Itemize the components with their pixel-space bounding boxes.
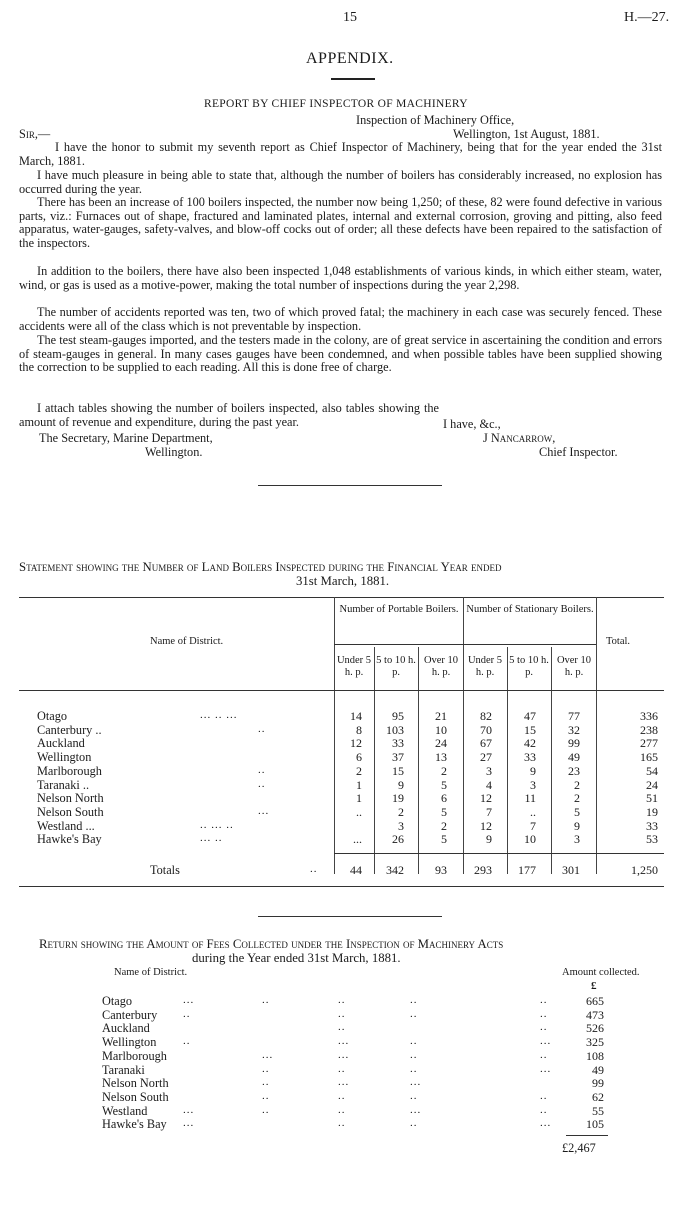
statement-cell: 1 [356, 791, 362, 806]
statement-total-cell: 93 [435, 863, 447, 877]
statement-cell: 12 [350, 736, 362, 751]
statement-district-name: Wellington [37, 750, 92, 765]
return-leader-dots: ... [183, 1103, 195, 1116]
return-district-name: Wellington [102, 1035, 157, 1050]
statement-cell: 2 [441, 818, 447, 833]
statement-cell: 1 [356, 777, 362, 792]
statement-cell: 12 [480, 818, 492, 833]
return-leader-dots: .. [540, 994, 548, 1006]
report-signature: J Nancarrow, [483, 431, 556, 445]
page-number: 15 [343, 10, 357, 25]
return-leader-dots: .. [540, 1089, 548, 1102]
return-leader-dots: .. [338, 1007, 346, 1020]
return-amount: 526 [586, 1021, 604, 1036]
statement-cell: 33 [392, 736, 404, 751]
return-leader-dots: .. [410, 1048, 418, 1061]
statement-total-cell: 44 [350, 863, 362, 877]
title-divider [331, 78, 375, 80]
statement-cell: 77 [568, 709, 580, 723]
statement-cell: 277 [640, 736, 658, 751]
return-leader-dots: ... [338, 1035, 350, 1048]
statement-cell: 33 [524, 750, 536, 765]
report-paragraph: I attach tables showing the number of boilers inspected, also tables showing the amount of revenue and expenditure, during the past year. [19, 401, 439, 429]
statement-total-cell: 342 [386, 863, 404, 877]
statement-cell: 10 [524, 832, 536, 847]
statement-cell: 165 [640, 750, 658, 765]
statement-cell: 6 [441, 791, 447, 806]
header-bottom-rule [19, 690, 664, 691]
statement-cell: 70 [480, 722, 492, 737]
statement-cell: 23 [568, 763, 580, 778]
totals-rule [334, 853, 664, 854]
statement-leader-dots: .. [258, 722, 266, 735]
col-header-district: Name of District. [150, 636, 224, 647]
return-amount: 105 [586, 1117, 604, 1132]
report-paragraph: I have the honor to submit my seventh report as Chief Inspector of Machinery, being that for the year ended the 31st March, 1881. [19, 140, 662, 168]
group-header-portable: Number of Portable Boilers. [339, 604, 459, 615]
report-salutation: Sir,— [19, 127, 51, 141]
return-leader-dots: .. [540, 1007, 548, 1020]
statement-cell: 2 [574, 791, 580, 806]
report-paragraph: In addition to the boilers, there have also been inspected 1,048 establishments of various kinds, in which either steam, water, wind, or gas is used as a motive-power, making the total number of inspections during the year 2,298. [19, 264, 662, 292]
document-code: H.—27. [624, 10, 670, 25]
return-leader-dots: .. [540, 1048, 548, 1061]
statement-cell: .. [530, 804, 536, 819]
sub-header: Under 5 h. p. [467, 655, 503, 678]
statement-cell: 2 [574, 777, 580, 792]
return-leader-dots: ... [338, 1048, 350, 1061]
statement-cell: ... [353, 832, 362, 847]
return-leader-dots: .. [262, 1089, 270, 1102]
statement-cell: 42 [524, 736, 536, 751]
statement-cell: 336 [640, 709, 658, 723]
report-paragraph: The test steam-gauges imported, and the testers made in the colony, are of great service in ascertaining the condition and errors of steam-gauges in general. In many cases gauges have been condemned, and when possible tables have been supplied showing the correction to be supplied to each reading. All this is done free of charge. [19, 333, 662, 375]
totals-label: Totals [150, 863, 180, 877]
statement-cell: 5 [441, 804, 447, 819]
statement-cell: 53 [646, 832, 658, 847]
table-bottom-rule [19, 886, 664, 887]
return-leader-dots: ... [338, 1076, 350, 1089]
statement-cell: 99 [568, 736, 580, 751]
section-divider [258, 485, 442, 486]
statement-cell: 10 [435, 722, 447, 737]
return-leader-dots: .. [338, 1103, 346, 1116]
statement-cell: 26 [392, 832, 404, 847]
statement-total-cell: 293 [474, 863, 492, 877]
return-district-name: Taranaki [102, 1062, 145, 1077]
statement-cell: 11 [524, 791, 536, 806]
statement-cell: 3 [486, 763, 492, 778]
return-district-name: Auckland [102, 1021, 150, 1036]
return-district-name: Hawke's Bay [102, 1117, 167, 1132]
return-col-district: Name of District. [114, 967, 188, 978]
return-col-amount: Amount collected. [562, 967, 640, 978]
statement-leader-dots: ... .. ... [200, 709, 238, 721]
statement-title-date: 31st March, 1881. [296, 574, 390, 588]
return-leader-dots: .. [262, 1062, 270, 1075]
sub-header: Over 10 h. p. [556, 655, 592, 678]
statement-cell: 2 [398, 804, 404, 819]
report-paragraph: There has been an increase of 100 boilers inspected, the number now being 1,250; of these, 82 were found defective in various parts, viz.: Furnaces out of shape, fractured and laminated plates, internal and external corrosion, groving and pitting, also feed apparatus, water-gauges, safety-valves, and blow-off cocks out of order; all these defects have been repaired to the satisfaction of the inspectors. [19, 195, 662, 251]
return-leader-dots: .. [540, 1021, 548, 1034]
statement-cell: 13 [435, 750, 447, 765]
return-leader-dots: ... [410, 1103, 422, 1116]
statement-cell: 95 [392, 709, 404, 723]
appendix-title: APPENDIX. [306, 50, 394, 67]
report-signature-title: Chief Inspector. [539, 445, 618, 459]
report-addressee-city: Wellington. [145, 445, 203, 459]
statement-cell: 9 [486, 832, 492, 847]
return-leader-dots: .. [540, 1103, 548, 1116]
return-leader-dots: .. [410, 1007, 418, 1020]
return-leader-dots: .. [262, 1103, 270, 1116]
return-total-rule [566, 1135, 608, 1136]
statement-district-name: Nelson South [37, 804, 104, 819]
return-leader-dots: .. [338, 1117, 346, 1130]
statement-cell: 238 [640, 722, 658, 737]
report-closing: I have, &c., [443, 417, 501, 431]
statement-cell: 19 [646, 804, 658, 819]
return-leader-dots: ... [410, 1076, 422, 1089]
statement-cell: 15 [524, 722, 536, 737]
return-district-name: Otago [102, 994, 133, 1008]
return-leader-dots: ... [183, 994, 195, 1006]
statement-cell: 3 [574, 832, 580, 847]
return-district-name: Nelson South [102, 1089, 169, 1104]
return-leader-dots: .. [410, 1117, 418, 1130]
report-office: Inspection of Machinery Office, [356, 113, 515, 127]
statement-cell: 54 [646, 763, 658, 778]
statement-title: Statement showing the Number of Land Boilers Inspected during the Financial Year ended [19, 560, 502, 574]
statement-district-name: Taranaki .. [37, 777, 90, 792]
report-paragraph: The number of accidents reported was ten, two of which proved fatal; the machinery in each case was securely fenced. These accidents were all of the class which is not preventable by inspection. [19, 305, 662, 333]
return-title-date: during the Year ended 31st March, 1881. [192, 951, 401, 965]
report-title: REPORT BY CHIEF INSPECTOR OF MACHINERY [204, 98, 468, 110]
statement-cell: 24 [646, 777, 658, 792]
sub-header: Over 10 h. p. [423, 655, 459, 678]
statement-cell: 51 [646, 791, 658, 806]
return-leader-dots: .. [262, 1076, 270, 1089]
sub-header: 5 to 10 h. p. [509, 655, 549, 678]
col-header-total: Total. [606, 636, 631, 647]
return-leader-dots: .. [183, 1035, 191, 1048]
statement-cell: 9 [398, 777, 404, 792]
report-paragraph: I have much pleasure in being able to state that, although the number of boilers has considerably increased, no explosion has occurred during the year. [19, 168, 662, 196]
group-header-stationary: Number of Stationary Boilers. [466, 604, 594, 615]
sub-header: Under 5 h. p. [336, 655, 372, 678]
statement-cell: 67 [480, 736, 492, 751]
statement-cell: 2 [441, 763, 447, 778]
return-leader-dots: .. [410, 994, 418, 1006]
sub-header: 5 to 10 h. p. [376, 655, 416, 678]
return-leader-dots: ... [183, 1117, 195, 1130]
statement-total-cell: 1,250 [631, 863, 658, 877]
statement-cell: 12 [480, 791, 492, 806]
statement-cell: 3 [530, 777, 536, 792]
statement-cell: 27 [480, 750, 492, 765]
statement-cell: 5 [441, 777, 447, 792]
table-top-rule [19, 597, 664, 598]
statement-cell: 8 [356, 722, 362, 737]
return-leader-dots: .. [262, 994, 270, 1006]
return-leader-dots: ... [540, 1062, 552, 1075]
totals-dots: .. [310, 863, 318, 875]
return-amount: 55 [592, 1103, 604, 1118]
statement-cell: 82 [480, 709, 492, 723]
return-amount: 325 [586, 1035, 604, 1050]
statement-leader-dots: .. [258, 777, 266, 790]
statement-cell: 24 [435, 736, 447, 751]
return-amount: 108 [586, 1048, 604, 1063]
statement-cell: 7 [530, 818, 536, 833]
statement-total-cell: 301 [562, 863, 580, 877]
statement-cell: 15 [392, 763, 404, 778]
statement-cell: 32 [568, 722, 580, 737]
statement-cell: 5 [441, 832, 447, 847]
statement-cell: 21 [435, 709, 447, 723]
return-leader-dots: .. [410, 1062, 418, 1075]
statement-total-cell: 177 [518, 863, 536, 877]
statement-cell: 19 [392, 791, 404, 806]
statement-cell: 6 [356, 750, 362, 765]
return-amount: 99 [592, 1076, 604, 1091]
return-leader-dots: ... [262, 1048, 274, 1061]
statement-cell: 49 [568, 750, 580, 765]
return-currency: £ [591, 980, 597, 992]
return-district-name: Westland [102, 1103, 148, 1118]
return-district-name: Marlborough [102, 1048, 167, 1063]
return-district-name: Canterbury [102, 1007, 158, 1022]
return-leader-dots: .. [183, 1007, 191, 1020]
statement-cell: 9 [530, 763, 536, 778]
statement-district-name: Otago [37, 709, 68, 723]
statement-cell: 2 [356, 763, 362, 778]
return-amount: 473 [586, 1007, 604, 1022]
statement-cell: 9 [574, 818, 580, 833]
statement-leader-dots: ... .. [200, 832, 223, 845]
statement-district-name: Nelson North [37, 791, 104, 806]
return-leader-dots: .. [338, 1089, 346, 1102]
report-addressee: The Secretary, Marine Department, [39, 431, 213, 445]
statement-cell: 33 [646, 818, 658, 833]
return-leader-dots: .. [410, 1089, 418, 1102]
statement-district-name: Auckland [37, 736, 85, 751]
return-leader-dots: .. [338, 1021, 346, 1034]
return-district-name: Nelson North [102, 1076, 169, 1091]
section-divider [258, 916, 442, 917]
return-amount: 665 [586, 994, 604, 1008]
return-leader-dots: .. [338, 994, 346, 1006]
return-amount: 62 [592, 1089, 604, 1104]
statement-district-name: Canterbury .. [37, 722, 102, 737]
statement-leader-dots: .. [258, 763, 266, 776]
statement-cell: 3 [398, 818, 404, 833]
statement-leader-dots: ... [258, 804, 270, 817]
statement-cell: 7 [486, 804, 492, 819]
column-rule [596, 597, 597, 874]
statement-district-name: Westland ... [37, 818, 95, 833]
return-leader-dots: .. [338, 1062, 346, 1075]
return-amount: 49 [592, 1062, 604, 1077]
return-leader-dots: .. [410, 1035, 418, 1048]
statement-cell: 14 [350, 709, 362, 723]
statement-cell: 47 [524, 709, 536, 723]
statement-cell: .. [356, 804, 362, 819]
statement-cell: 103 [386, 722, 404, 737]
group-header-rule [334, 644, 596, 645]
statement-cell: 37 [392, 750, 404, 765]
statement-cell: 5 [574, 804, 580, 819]
return-leader-dots: ... [540, 1035, 552, 1048]
return-leader-dots: ... [540, 1117, 552, 1130]
statement-district-name: Hawke's Bay [37, 832, 102, 847]
report-place-date: Wellington, 1st August, 1881. [453, 127, 600, 141]
return-title: Return showing the Amount of Fees Collected under the Inspection of Machinery Acts [39, 937, 504, 951]
statement-district-name: Marlborough [37, 763, 102, 778]
statement-cell: 4 [486, 777, 492, 792]
statement-leader-dots: .. ... .. [200, 818, 234, 831]
return-total: £2,467 [562, 1141, 596, 1155]
